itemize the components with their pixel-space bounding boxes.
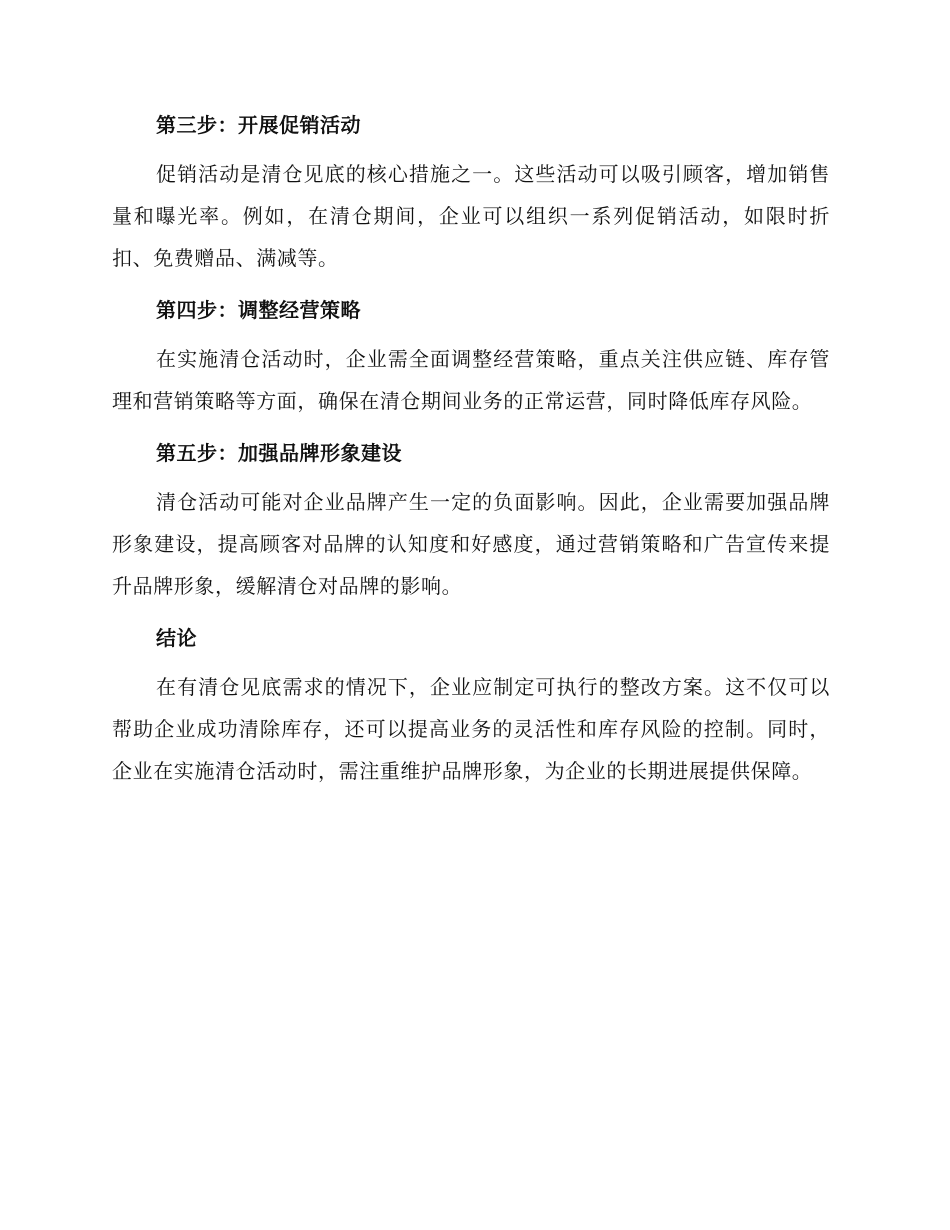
section-conclusion (112, 624, 830, 792)
section-step-four (112, 296, 830, 422)
section-paragraph: 在实施清仓活动时，企业需全面调整经营策略，重点关注供应链、库存管理和营销策略等方面，确保在清仓期间业务的正常运营，同时降低库存风险。 (112, 347, 830, 413)
section-paragraph: 促销活动是清仓见底的核心措施之一。这些活动可以吸引顾客，增加销售量和曝光率。例如，在清仓期间，企业可以组织一系列促销活动，如限时折扣、免费赠品、满减等。 (112, 162, 830, 270)
section-paragraph: 清仓活动可能对企业品牌产生一定的负面影响。因此，企业需要加强品牌形象建设，提高顾客对品牌的认知度和好感度，通过营销策略和广告宣传来提升品牌形象，缓解清仓对品牌的影响。 (112, 490, 830, 598)
section-heading: 第四步：调整经营策略 (156, 298, 361, 322)
section-paragraph: 在有清仓见底需求的情况下，企业应制定可执行的整改方案。这不仅可以帮助企业成功清除库存，还可以提高业务的灵活性和库存风险的控制。同时，企业在实施清仓活动时，需注重维护品牌形象，为企业的长期进展提供保障。 (112, 675, 830, 783)
section-step-five (112, 439, 830, 607)
section-heading: 结论 (156, 626, 197, 650)
section-heading: 第三步：开展促销活动 (156, 113, 361, 137)
section-heading: 第五步：加强品牌形象建设 (156, 441, 402, 465)
section-step-three (112, 111, 830, 279)
